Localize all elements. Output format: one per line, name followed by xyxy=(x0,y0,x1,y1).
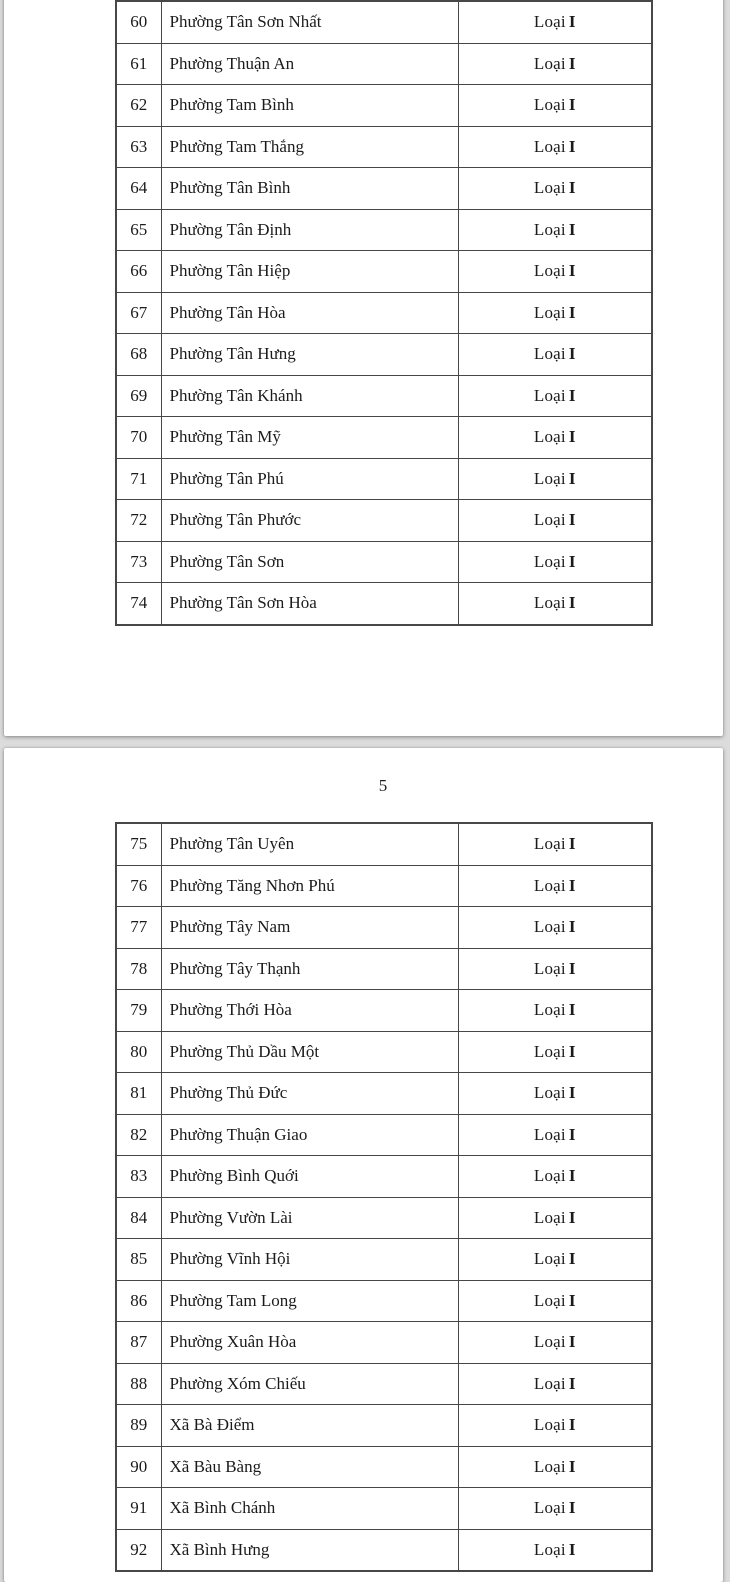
classification-label: Loại xyxy=(533,468,566,488)
row-number-cell: 90 xyxy=(116,1446,161,1488)
table-row xyxy=(116,541,652,583)
classification-grade: I xyxy=(568,1166,576,1186)
classification-label: Loại xyxy=(533,1373,566,1393)
classification-cell xyxy=(458,251,652,293)
classification-label: Loại xyxy=(533,53,566,73)
classification-label: Loại xyxy=(533,958,566,978)
classification-cell xyxy=(458,1114,652,1156)
row-number-cell: 66 xyxy=(116,251,161,293)
classification-label: Loại xyxy=(533,551,566,571)
classification-label: Loại xyxy=(533,1207,566,1227)
classification-cell xyxy=(458,85,652,127)
row-number-cell: 87 xyxy=(116,1322,161,1364)
classification-grade: I xyxy=(568,385,576,405)
row-number-cell: 75 xyxy=(116,823,161,865)
row-number-cell: 72 xyxy=(116,500,161,542)
classification-grade: I xyxy=(568,1207,576,1227)
row-number-cell: 62 xyxy=(116,85,161,127)
classification-cell xyxy=(458,500,652,542)
row-number-cell: 86 xyxy=(116,1280,161,1322)
classification-label: Loại xyxy=(533,261,566,281)
table-row xyxy=(116,43,652,85)
ward-name-cell: Xã Bình Hưng xyxy=(161,1529,458,1571)
classification-cell xyxy=(458,1488,652,1530)
table-row xyxy=(116,458,652,500)
document-page-1 xyxy=(4,0,723,736)
ward-table-body-1 xyxy=(116,1,652,625)
classification-cell xyxy=(458,458,652,500)
classification-grade: I xyxy=(568,1456,576,1476)
ward-name-cell: Phường Vườn Lài xyxy=(161,1197,458,1239)
ward-name-cell: Phường Thuận Giao xyxy=(161,1114,458,1156)
classification-cell xyxy=(458,990,652,1032)
row-number-cell: 61 xyxy=(116,43,161,85)
row-number-cell: 67 xyxy=(116,292,161,334)
classification-grade: I xyxy=(568,468,576,488)
row-number-cell: 81 xyxy=(116,1073,161,1115)
ward-table-page-1 xyxy=(115,0,653,626)
table-row xyxy=(116,375,652,417)
row-number-cell: 71 xyxy=(116,458,161,500)
ward-name-cell: Phường Tân Mỹ xyxy=(161,417,458,459)
classification-label: Loại xyxy=(533,178,566,198)
row-number-cell: 74 xyxy=(116,583,161,625)
row-number-cell: 91 xyxy=(116,1488,161,1530)
classification-cell xyxy=(458,948,652,990)
ward-name-cell: Phường Vĩnh Hội xyxy=(161,1239,458,1281)
table-row xyxy=(116,823,652,865)
classification-cell xyxy=(458,1322,652,1364)
row-number-cell: 68 xyxy=(116,334,161,376)
ward-name-cell: Xã Bà Điểm xyxy=(161,1405,458,1447)
ward-name-cell: Phường Tam Thắng xyxy=(161,126,458,168)
table-row xyxy=(116,990,652,1032)
table-row xyxy=(116,417,652,459)
table-row xyxy=(116,500,652,542)
classification-cell xyxy=(458,375,652,417)
classification-grade: I xyxy=(568,510,576,530)
table-row xyxy=(116,1488,652,1530)
ward-name-cell: Phường Tân Sơn xyxy=(161,541,458,583)
classification-grade: I xyxy=(568,1083,576,1103)
table-row xyxy=(116,334,652,376)
ward-name-cell: Phường Tân Phước xyxy=(161,500,458,542)
row-number-cell: 65 xyxy=(116,209,161,251)
ward-name-cell: Phường Thủ Đức xyxy=(161,1073,458,1115)
table-row xyxy=(116,1529,652,1571)
classification-grade: I xyxy=(568,427,576,447)
row-number-cell: 60 xyxy=(116,1,161,43)
classification-label: Loại xyxy=(533,302,566,322)
row-number-cell: 79 xyxy=(116,990,161,1032)
table-row xyxy=(116,1322,652,1364)
table-row xyxy=(116,1280,652,1322)
classification-grade: I xyxy=(568,1373,576,1393)
row-number-cell: 80 xyxy=(116,1031,161,1073)
classification-label: Loại xyxy=(533,1124,566,1144)
classification-grade: I xyxy=(568,958,576,978)
classification-label: Loại xyxy=(533,1041,566,1061)
ward-name-cell: Phường Tân Uyên xyxy=(161,823,458,865)
classification-grade: I xyxy=(568,551,576,571)
row-number-cell: 73 xyxy=(116,541,161,583)
ward-name-cell: Phường Tăng Nhơn Phú xyxy=(161,865,458,907)
row-number-cell: 89 xyxy=(116,1405,161,1447)
classification-grade: I xyxy=(568,219,576,239)
classification-label: Loại xyxy=(533,344,566,364)
ward-name-cell: Phường Tân Khánh xyxy=(161,375,458,417)
ward-name-cell: Phường Bình Quới xyxy=(161,1156,458,1198)
classification-grade: I xyxy=(568,593,576,613)
classification-grade: I xyxy=(568,1498,576,1518)
classification-label: Loại xyxy=(533,95,566,115)
classification-cell xyxy=(458,126,652,168)
classification-grade: I xyxy=(568,1332,576,1352)
table-row xyxy=(116,1405,652,1447)
row-number-cell: 77 xyxy=(116,907,161,949)
classification-label: Loại xyxy=(533,427,566,447)
table-row xyxy=(116,1197,652,1239)
classification-cell xyxy=(458,292,652,334)
table-row xyxy=(116,1239,652,1281)
classification-grade: I xyxy=(568,95,576,115)
table-row xyxy=(116,1073,652,1115)
ward-name-cell: Phường Tân Sơn Hòa xyxy=(161,583,458,625)
table-row xyxy=(116,168,652,210)
table-row xyxy=(116,85,652,127)
classification-cell xyxy=(458,1280,652,1322)
classification-grade: I xyxy=(568,261,576,281)
table-row xyxy=(116,1446,652,1488)
classification-label: Loại xyxy=(533,1498,566,1518)
classification-cell xyxy=(458,417,652,459)
classification-grade: I xyxy=(568,12,576,32)
classification-grade: I xyxy=(568,1041,576,1061)
ward-name-cell: Phường Thủ Dầu Một xyxy=(161,1031,458,1073)
ward-name-cell: Phường Tân Phú xyxy=(161,458,458,500)
row-number-cell: 78 xyxy=(116,948,161,990)
ward-name-cell: Phường Tân Hòa xyxy=(161,292,458,334)
classification-cell xyxy=(458,209,652,251)
ward-name-cell: Xã Bàu Bàng xyxy=(161,1446,458,1488)
ward-table-page-2 xyxy=(115,822,653,1572)
classification-cell xyxy=(458,1405,652,1447)
classification-cell xyxy=(458,1073,652,1115)
row-number-cell: 85 xyxy=(116,1239,161,1281)
ward-name-cell: Phường Tam Long xyxy=(161,1280,458,1322)
classification-label: Loại xyxy=(533,834,566,854)
row-number-cell: 92 xyxy=(116,1529,161,1571)
ward-table-body-2 xyxy=(116,823,652,1571)
row-number-cell: 63 xyxy=(116,126,161,168)
table-row xyxy=(116,907,652,949)
classification-label: Loại xyxy=(533,1083,566,1103)
document-page-2 xyxy=(4,748,723,1582)
table-row xyxy=(116,948,652,990)
classification-cell xyxy=(458,1031,652,1073)
table-row xyxy=(116,126,652,168)
classification-grade: I xyxy=(568,917,576,937)
row-number-cell: 83 xyxy=(116,1156,161,1198)
classification-label: Loại xyxy=(533,1249,566,1269)
classification-label: Loại xyxy=(533,510,566,530)
classification-grade: I xyxy=(568,344,576,364)
classification-grade: I xyxy=(568,1539,576,1559)
classification-grade: I xyxy=(568,1415,576,1435)
ward-name-cell: Phường Xuân Hòa xyxy=(161,1322,458,1364)
classification-grade: I xyxy=(568,875,576,895)
classification-grade: I xyxy=(568,1290,576,1310)
classification-cell xyxy=(458,583,652,625)
row-number-cell: 76 xyxy=(116,865,161,907)
ward-name-cell: Phường Thuận An xyxy=(161,43,458,85)
ward-name-cell: Phường Tây Thạnh xyxy=(161,948,458,990)
classification-label: Loại xyxy=(533,136,566,156)
ward-name-cell: Phường Thới Hòa xyxy=(161,990,458,1032)
classification-grade: I xyxy=(568,1000,576,1020)
classification-cell xyxy=(458,1,652,43)
ward-name-cell: Phường Tân Bình xyxy=(161,168,458,210)
classification-cell xyxy=(458,168,652,210)
classification-label: Loại xyxy=(533,593,566,613)
table-row xyxy=(116,209,652,251)
classification-cell xyxy=(458,1529,652,1571)
classification-label: Loại xyxy=(533,917,566,937)
classification-cell xyxy=(458,1239,652,1281)
classification-grade: I xyxy=(568,1124,576,1144)
table-row xyxy=(116,1114,652,1156)
classification-grade: I xyxy=(568,834,576,854)
ward-name-cell: Phường Tân Hiệp xyxy=(161,251,458,293)
classification-label: Loại xyxy=(533,875,566,895)
classification-cell xyxy=(458,865,652,907)
classification-grade: I xyxy=(568,302,576,322)
classification-label: Loại xyxy=(533,1166,566,1186)
row-number-cell: 88 xyxy=(116,1363,161,1405)
classification-label: Loại xyxy=(533,1456,566,1476)
classification-cell xyxy=(458,541,652,583)
classification-cell xyxy=(458,907,652,949)
table-row xyxy=(116,251,652,293)
row-number-cell: 64 xyxy=(116,168,161,210)
classification-cell xyxy=(458,43,652,85)
classification-cell xyxy=(458,823,652,865)
classification-label: Loại xyxy=(533,385,566,405)
table-row xyxy=(116,1156,652,1198)
row-number-cell: 84 xyxy=(116,1197,161,1239)
classification-cell xyxy=(458,1197,652,1239)
classification-grade: I xyxy=(568,53,576,73)
classification-label: Loại xyxy=(533,1332,566,1352)
classification-cell xyxy=(458,334,652,376)
ward-name-cell: Phường Tân Sơn Nhất xyxy=(161,1,458,43)
classification-grade: I xyxy=(568,1249,576,1269)
table-row xyxy=(116,1363,652,1405)
classification-label: Loại xyxy=(533,219,566,239)
classification-label: Loại xyxy=(533,1290,566,1310)
classification-grade: I xyxy=(568,136,576,156)
table-row xyxy=(116,1031,652,1073)
classification-grade: I xyxy=(568,178,576,198)
row-number-cell: 82 xyxy=(116,1114,161,1156)
classification-label: Loại xyxy=(533,1539,566,1559)
ward-name-cell: Phường Xóm Chiếu xyxy=(161,1363,458,1405)
table-row xyxy=(116,292,652,334)
ward-name-cell: Phường Tân Hưng xyxy=(161,334,458,376)
ward-name-cell: Phường Tây Nam xyxy=(161,907,458,949)
table-row xyxy=(116,865,652,907)
table-row xyxy=(116,583,652,625)
table-row xyxy=(116,1,652,43)
page-number: 5 xyxy=(378,776,388,795)
ward-name-cell: Phường Tam Bình xyxy=(161,85,458,127)
classification-cell xyxy=(458,1156,652,1198)
ward-name-cell: Phường Tân Định xyxy=(161,209,458,251)
classification-label: Loại xyxy=(533,1415,566,1435)
row-number-cell: 69 xyxy=(116,375,161,417)
row-number-cell: 70 xyxy=(116,417,161,459)
ward-name-cell: Xã Bình Chánh xyxy=(161,1488,458,1530)
classification-cell xyxy=(458,1363,652,1405)
classification-label: Loại xyxy=(533,12,566,32)
classification-label: Loại xyxy=(533,1000,566,1020)
classification-cell xyxy=(458,1446,652,1488)
